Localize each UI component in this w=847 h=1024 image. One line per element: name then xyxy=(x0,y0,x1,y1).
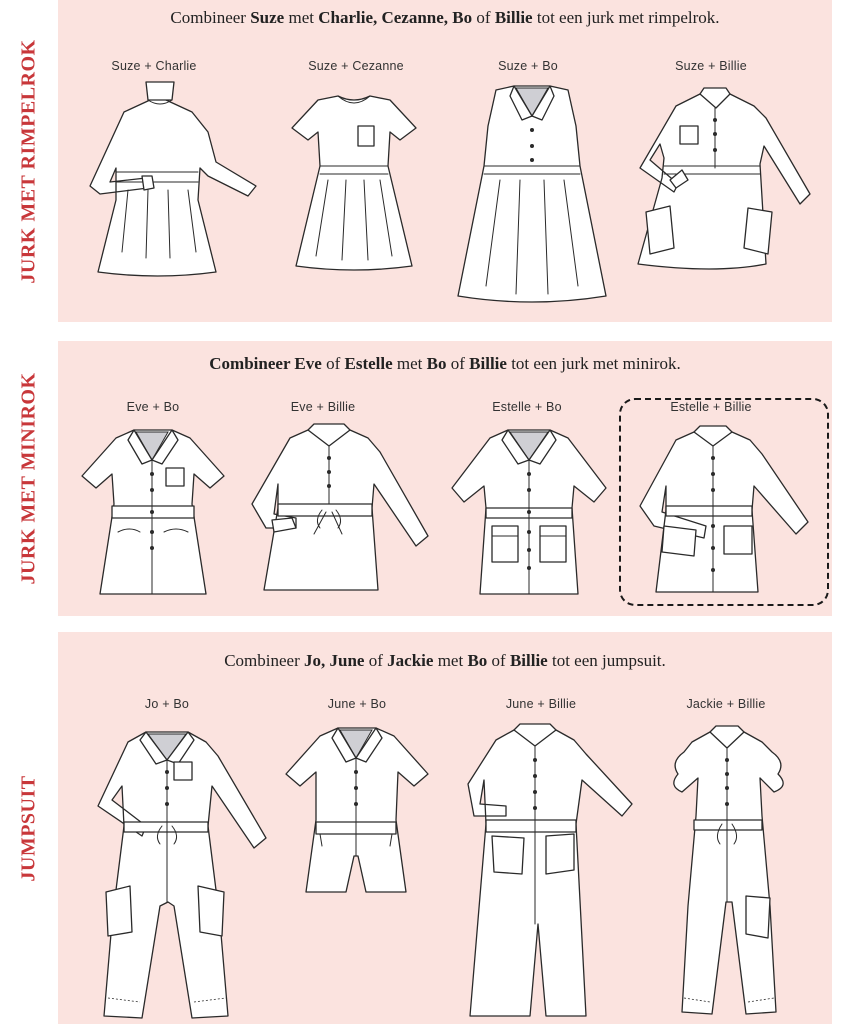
headline-text-run: tot een jurk met rimpelrok. xyxy=(532,8,720,27)
combo-label: Estelle + Billie xyxy=(670,400,752,414)
side-label-rimpelrok: JURK MET RIMPELROK xyxy=(17,38,40,284)
combo-label: Jackie + Billie xyxy=(686,697,766,711)
headline-text-run: met xyxy=(392,354,427,373)
headline-bold-run: Estelle xyxy=(344,354,393,373)
combo-label: Suze + Cezanne xyxy=(308,59,404,73)
headline-bold-run: Combineer Eve xyxy=(209,354,322,373)
combo-label: Jo + Bo xyxy=(144,697,190,711)
combo-label: Estelle + Bo xyxy=(492,400,562,414)
side-label-jumpsuit: JUMPSUIT xyxy=(17,774,40,882)
jumpsuit-ruffle-icon xyxy=(666,726,790,1016)
headline-text-run: met xyxy=(433,651,468,670)
combo-label: Suze + Billie xyxy=(675,59,747,73)
headline-bold-run: Billie xyxy=(509,651,548,670)
headline-text-run: tot een jumpsuit. xyxy=(547,651,666,670)
headline-bold-run: Billie xyxy=(469,354,507,373)
dress-gathered-skirt-longsleeve-icon xyxy=(88,82,260,278)
headline-text-run: of xyxy=(472,8,495,27)
dress-gathered-skirt-sleeveless-icon xyxy=(456,86,608,306)
headline-text-run: of xyxy=(321,354,345,373)
mini-dress-longsleeve-icon xyxy=(250,424,430,594)
dress-gathered-skirt-shortsleeve-icon xyxy=(288,96,420,272)
mini-dress-pockets-icon xyxy=(450,428,610,598)
headline-text-run: of xyxy=(487,651,510,670)
jumpsuit-wideleg-icon xyxy=(466,724,636,1020)
side-label-minirok: JURK MET MINIROK xyxy=(17,372,40,585)
headline-jumpsuit xyxy=(58,651,832,671)
mini-dress-shortsleeve-icon xyxy=(78,428,228,596)
headline-bold-run: Billie xyxy=(494,8,533,27)
headline-text-run: of xyxy=(364,651,388,670)
highlight-frame xyxy=(619,398,829,606)
headline-text-run: Combineer xyxy=(224,651,305,670)
combo-label: Eve + Bo xyxy=(126,400,180,414)
headline-minirok xyxy=(58,354,832,374)
headline-text-run: Combineer xyxy=(170,8,251,27)
headline-text-run: tot een jurk met minirok. xyxy=(506,354,681,373)
headline-bold-run: Jo, June xyxy=(304,651,365,670)
jumpsuit-cargo-icon xyxy=(88,726,268,1020)
combo-label: Eve + Billie xyxy=(290,400,356,414)
combo-label: June + Billie xyxy=(505,697,577,711)
headline-bold-run: Jackie xyxy=(387,651,434,670)
headline-bold-run: Charlie, Cezanne, Bo xyxy=(318,8,473,27)
combo-label: June + Bo xyxy=(327,697,387,711)
headline-bold-run: Suze xyxy=(250,8,285,27)
headline-bold-run: Bo xyxy=(467,651,488,670)
combo-label: Suze + Charlie xyxy=(111,59,197,73)
combo-label: Suze + Bo xyxy=(498,59,558,73)
headline-rimpelrok xyxy=(58,8,832,28)
headline-bold-run: Bo xyxy=(426,354,447,373)
headline-text-run: of xyxy=(446,354,470,373)
dress-gathered-skirt-shirt-icon xyxy=(636,88,812,272)
headline-text-run: met xyxy=(284,8,319,27)
playsuit-shortsleeve-icon xyxy=(282,726,432,894)
